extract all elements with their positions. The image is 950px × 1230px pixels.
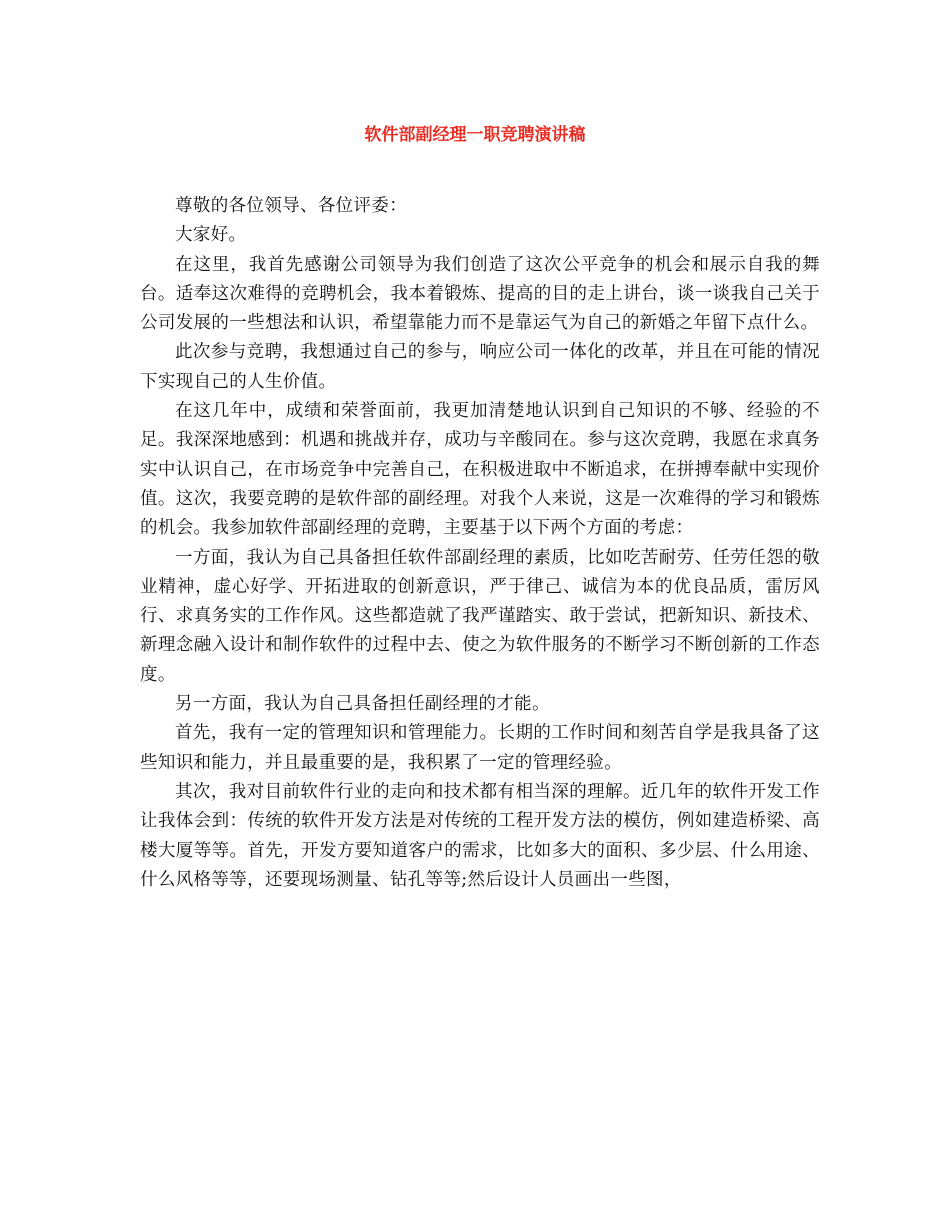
document-title: 软件部副经理一职竞聘演讲稿 <box>364 125 586 145</box>
body-paragraph: 其次，我对目前软件行业的走向和技术都有相当深的理解。近几年的软件开发工作让我体会到：传统的软件开发方法是对传统的工程开发方法的模仿，例如建造桥梁、高楼大厦等等。首先，开发方要知道客户的需求，比如多大的面积、多少层、什么用途、什么风格等等，还要现场测量、钻孔等等;然后设计人员画出一些图， <box>140 781 820 890</box>
body-paragraph: 在这里，我首先感谢公司领导为我们创造了这次公平竞争的机会和展示自我的舞台。适奉这次难得的竞聘机会，我本着锻炼、提高的目的走上讲台，谈一谈我自己关于公司发展的一些想法和认识，希望靠能力而不是靠运气为自己的新婚之年留下点什么。 <box>140 254 820 334</box>
body-paragraph: 此次参与竞聘，我想通过自己的参与，响应公司一体化的改革，并且在可能的情况下实现自己的人生价值。 <box>140 342 820 392</box>
body-paragraph: 在这几年中，成绩和荣誉面前，我更加清楚地认识到自己知识的不够、经验的不足。我深深地感到：机遇和挑战并存，成功与辛酸同在。参与这次竞聘，我愿在求真务实中认识自己，在市场竞争中完善自己，在积极进取中不断追求，在拼搏奉献中实现价值。这次，我要竞聘的是软件部的副经理。对我个人来说，这是一次难得的学习和锻炼的机会。我参加软件部副经理的竞聘，主要基于以下两个方面的考虑： <box>140 401 820 539</box>
greeting-paragraph: 大家好。 <box>175 225 247 246</box>
document-body <box>140 192 820 895</box>
body-paragraph: 一方面，我认为自己具备担任软件部副经理的素质，比如吃苦耐劳、任劳任怨的敬业精神，虚心好学、开拓进取的创新意识，严于律己、诚信为本的优良品质，雷厉风行、求真务实的工作作风。这些都造就了我严谨踏实、敢于尝试，把新知识、新技术、新理念融入设计和制作软件的过程中去、使之为软件服务的不断学习不断创新的工作态度。 <box>140 547 820 685</box>
body-paragraph: 首先，我有一定的管理知识和管理能力。长期的工作时间和刻苦自学是我具备了这些知识和能力，并且最重要的是，我积累了一定的管理经验。 <box>140 723 820 773</box>
salutation-paragraph: 尊敬的各位领导、各位评委： <box>175 196 408 216</box>
body-paragraph: 另一方面，我认为自己具备担任副经理的才能。 <box>175 694 550 715</box>
